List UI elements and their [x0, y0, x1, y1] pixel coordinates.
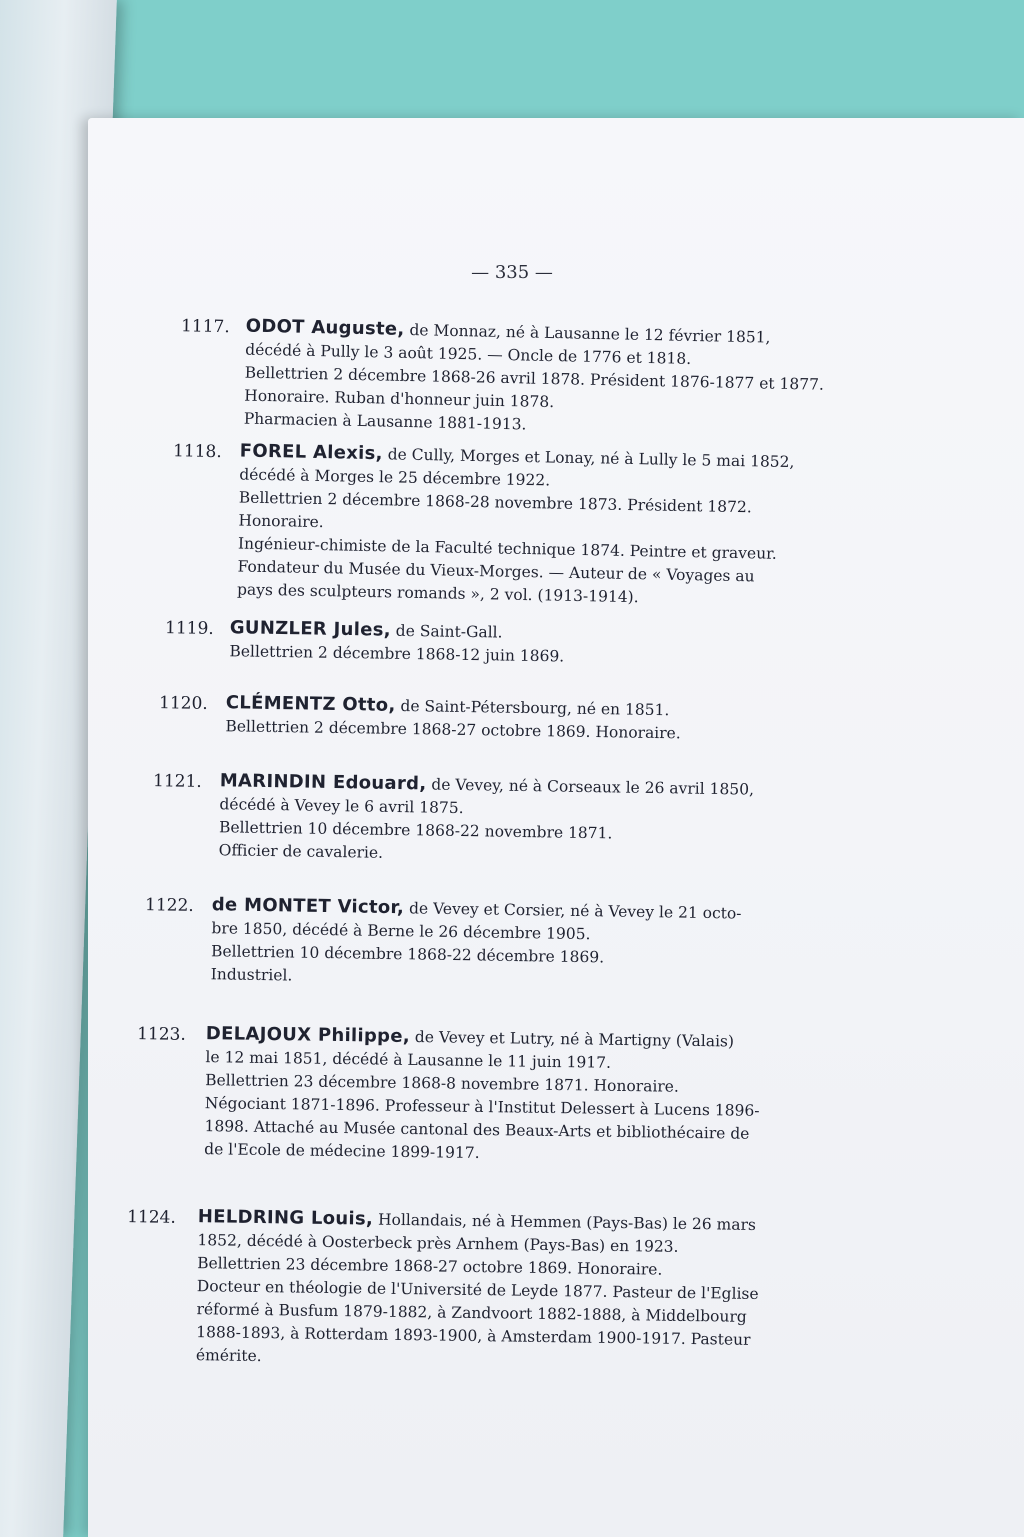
entry-text: décédé à Vevey le 6 avril 1875. [219, 795, 464, 818]
entry-text: 1852, décédé à Oosterbeck près Arnhem (Pays-Bas) en 1923. [197, 1231, 679, 1256]
entry-text: Bellettrien 2 décembre 1868-28 novembre 1873. Président 1872. [238, 488, 752, 517]
entry-text: le 12 mai 1851, décédé à Lausanne le 11 juin 1917. [205, 1048, 612, 1072]
entry-text: 1888-1893, à Rotterdam 1893-1900, à Amsterdam 1900-1917. Pasteur [196, 1323, 751, 1349]
entry-text: de Saint-Pétersbourg, né en 1851. [395, 696, 670, 720]
entry-text: Bellettrien 2 décembre 1868-26 avril 1878. Président 1876-1877 et 1877. [244, 363, 825, 394]
entry-text: Bellettrien 2 décembre 1868-12 juin 1869. [229, 642, 565, 666]
entry-text: Négociant 1871-1896. Professeur à l'Institut Delessert à Lucens 1896- [204, 1094, 760, 1120]
entry-text: Fondateur du Musée du Vieux-Morges. — Auteur de « Voyages au [237, 557, 755, 586]
entry-text: Bellettrien 2 décembre 1868-27 octobre 1869. Honoraire. [225, 717, 681, 743]
entry-number: 1119. [164, 618, 214, 639]
page-number: — 335 — [471, 262, 553, 283]
entry-text: Honoraire. Ruban d'honneur juin 1878. [244, 386, 555, 412]
entry-number: 1118. [172, 441, 222, 463]
entry-text: 1898. Attaché au Musée cantonal des Beaux-Arts et bibliothécaire de [204, 1117, 750, 1143]
entry-text: Honoraire. [238, 511, 324, 532]
entry-text: de Monnaz, né à Lausanne le 12 février 1851, [404, 320, 771, 347]
entry-text: Bellettrien 10 décembre 1868-22 novembre 1871. [218, 818, 613, 843]
entry-name: ODOT Auguste, [245, 315, 405, 340]
entry-text: réformé à Busfum 1879-1882, à Zandvoort 1882-1888, à Middelbourg [196, 1300, 747, 1326]
entry-name: GUNZLER Jules, [229, 617, 392, 641]
entry-number: 1123. [137, 1024, 186, 1045]
entry-text: décédé à Pully le 3 août 1925. — Oncle de 1776 et 1818. [245, 340, 692, 368]
entry-text: émérite. [195, 1346, 262, 1366]
entry-text: de l'Ecole de médecine 1899-1917. [204, 1140, 480, 1162]
entry-text: de Vevey et Corsier, né à Vevey le 21 octo- [403, 899, 742, 923]
entry-name: MARINDIN Edouard, [219, 770, 427, 795]
entry-number: 1121. [152, 771, 202, 792]
entry-text: de Vevey, né à Corseaux le 26 avril 1850, [426, 775, 755, 799]
entry-number: 1124. [127, 1207, 176, 1228]
entry-text: Bellettrien 23 décembre 1868-8 novembre 1871. Honoraire. [205, 1071, 679, 1096]
entry-text: de Vevey et Lutry, né à Martigny (Valais) [409, 1027, 735, 1051]
entry-name: de MONTET Victor, [211, 894, 405, 919]
entry-number: 1117. [180, 316, 230, 338]
entry-text: de Cully, Morges et Lonay, né à Lully le 5 mai 1852, [382, 445, 795, 472]
entry-text: Hollandais, né à Hemmen (Pays-Bas) le 26 mars [372, 1210, 757, 1234]
entry-text: Docteur en théologie de l'Université de Leyde 1877. Pasteur de l'Eglise [196, 1277, 759, 1303]
entry-text: bre 1850, décédé à Berne le 26 décembre 1905. [211, 919, 591, 944]
entry-name: FOREL Alexis, [239, 440, 383, 465]
entry-text: Officier de cavalerie. [218, 841, 384, 862]
entry-text: décédé à Morges le 25 décembre 1922. [239, 465, 551, 490]
entry-text: Industriel. [210, 965, 293, 985]
entry-name: DELAJOUX Philippe, [205, 1023, 411, 1047]
entry-name: HELDRING Louis, [197, 1206, 374, 1230]
entry-number: 1122. [144, 895, 194, 916]
entry-text: Ingénieur-chimiste de la Faculté technique 1874. Peintre et graveur. [237, 534, 777, 563]
entry-number: 1120. [158, 693, 208, 714]
entry-text: Bellettrien 10 décembre 1868-22 décembre 1869. [210, 942, 605, 967]
entry-name: CLÉMENTZ Otto, [225, 692, 396, 716]
entry-text: Pharmacien à Lausanne 1881-1913. [243, 409, 527, 434]
entry-text: de Saint-Gall. [390, 621, 503, 642]
entry-text: pays des sculpteurs romands », 2 vol. (1913-1914). [236, 580, 639, 607]
entry-text: Bellettrien 23 décembre 1868-27 octobre 1869. Honoraire. [197, 1254, 663, 1279]
